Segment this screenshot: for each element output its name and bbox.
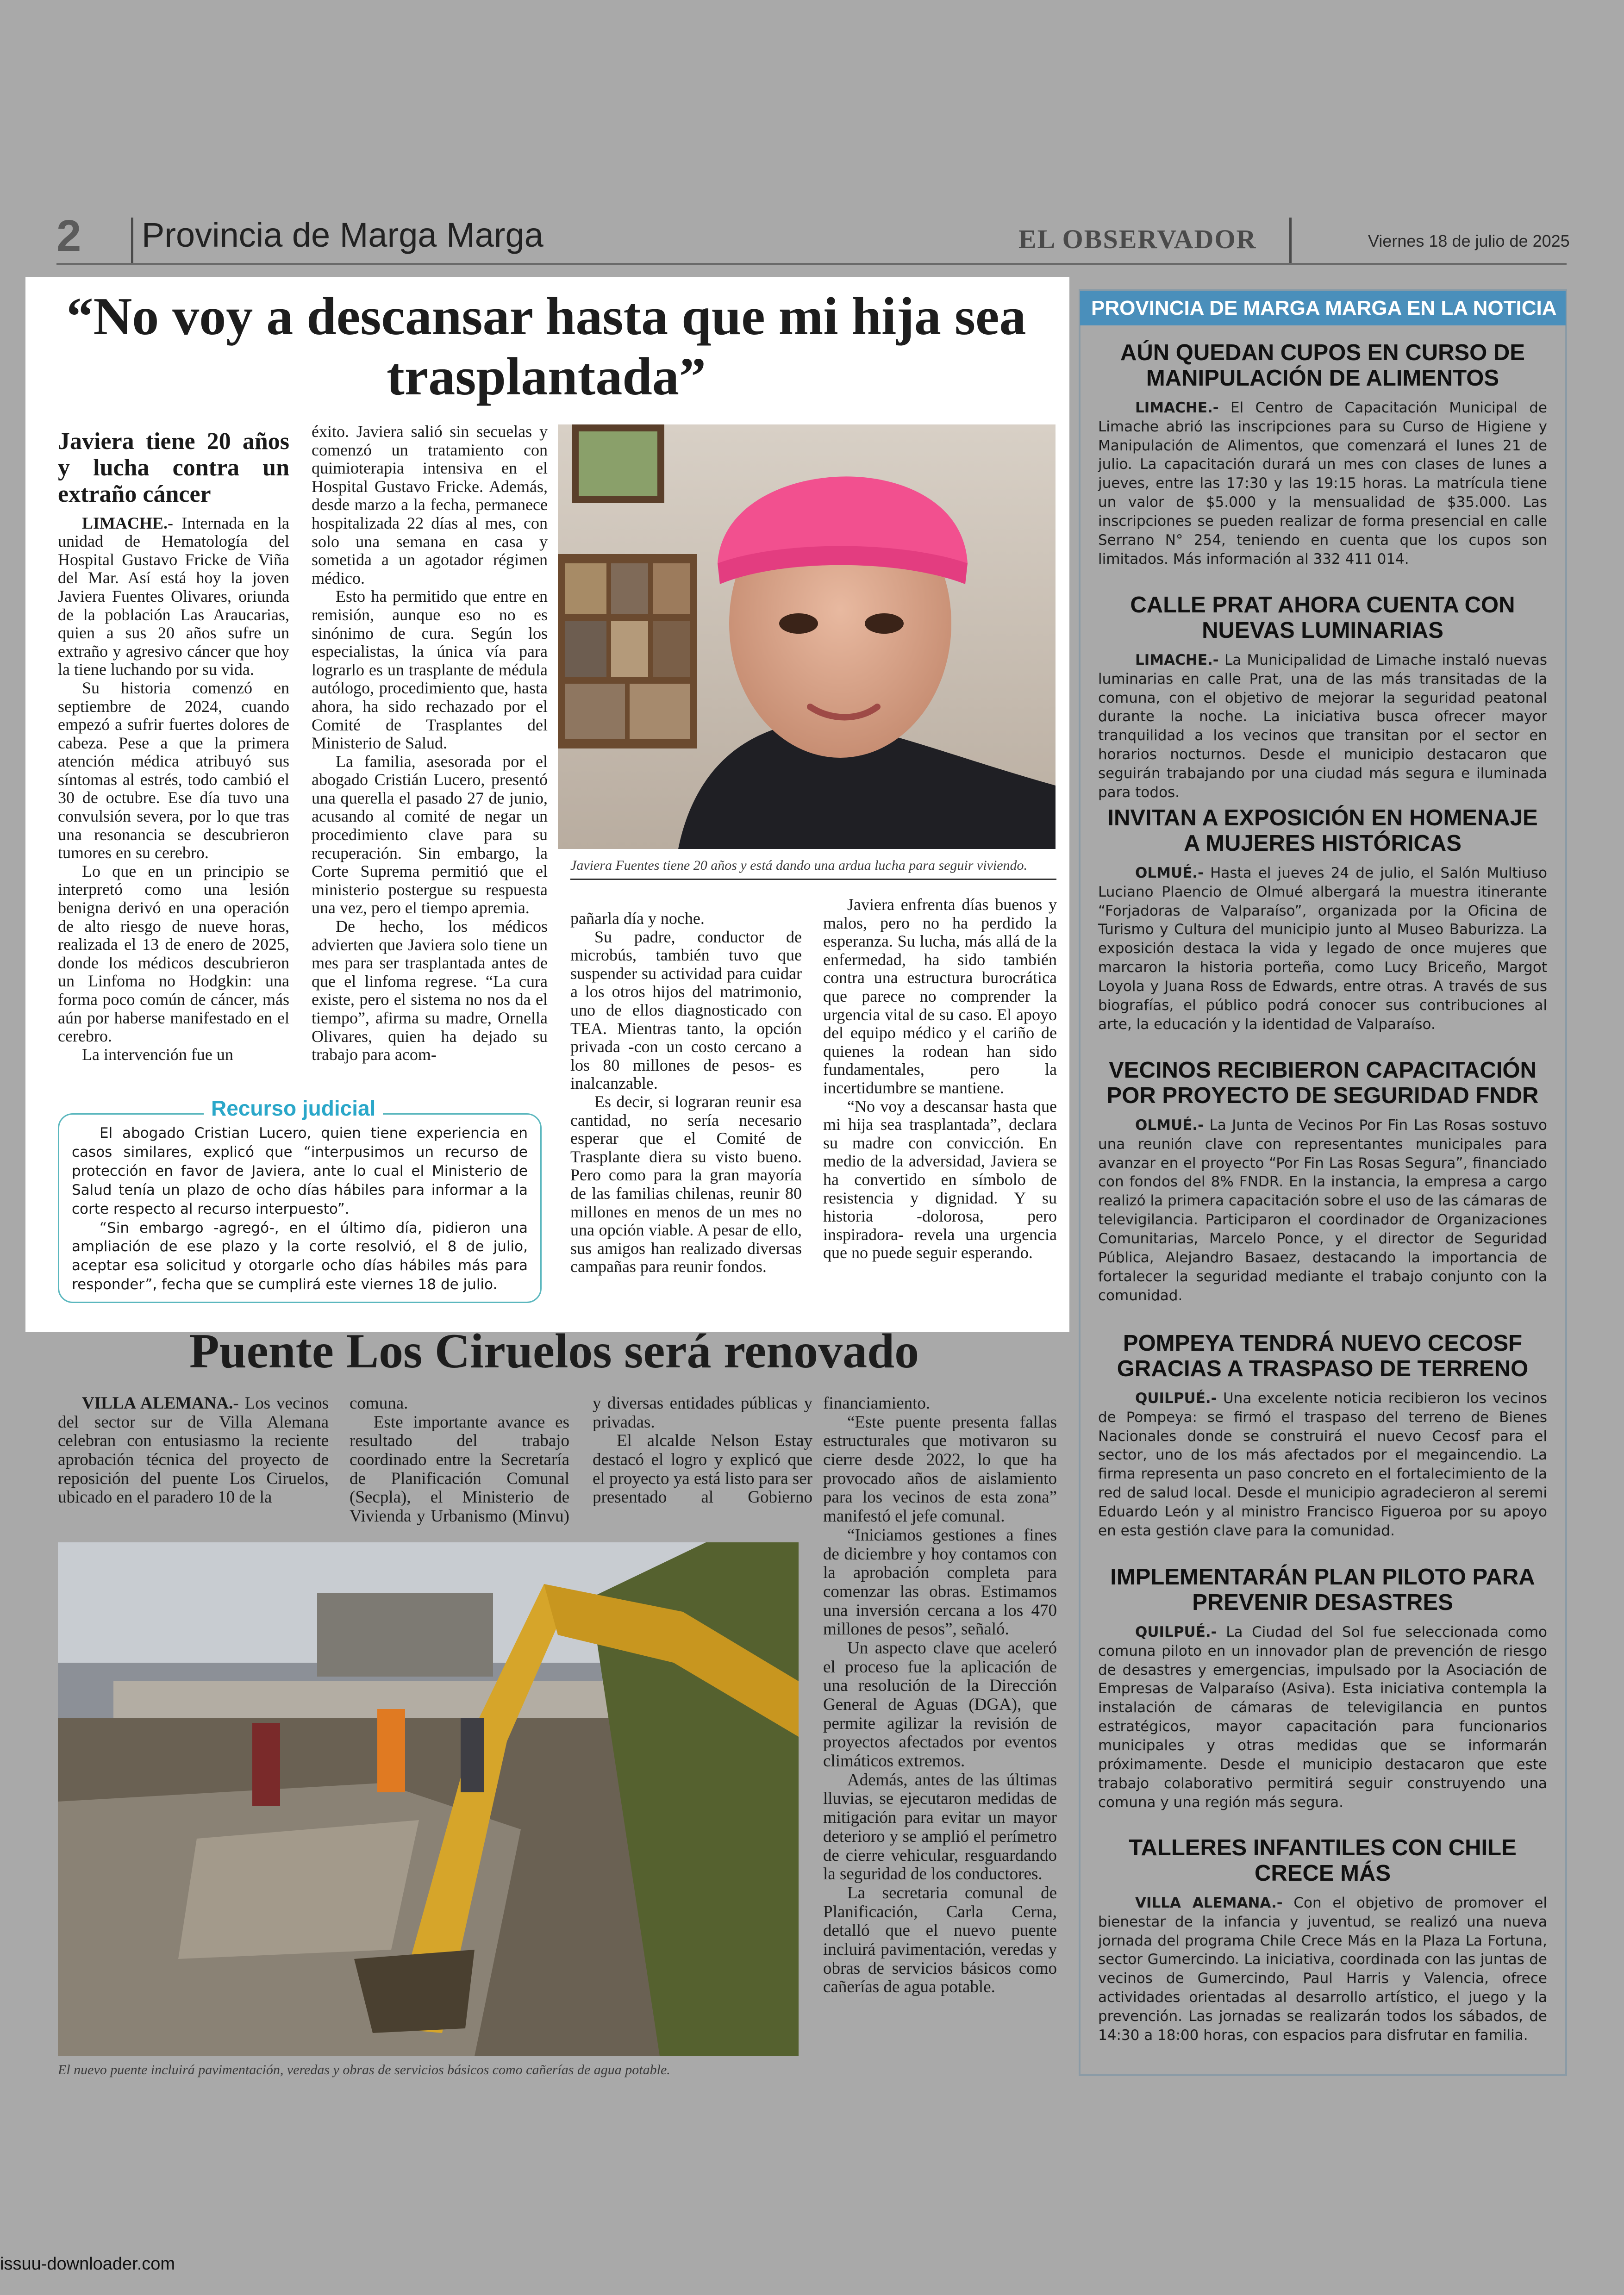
article-column-4 (823, 896, 1057, 1298)
sidebar-title: PROVINCIA DE MARGA MARGA EN LA NOTICIA (1080, 291, 1566, 325)
news-item (1098, 340, 1547, 569)
bridge-column-1 (58, 1394, 329, 1538)
paragraph: “Sin embargo -agregó-, en el último día, pidieron una ampliación de ese plazo y la corte resolvió, el 8 de julio, aceptar esa solicitud y otorgarle ocho días hábiles más para responder”, fecha que se cumplirá este viernes 18 de julio. (72, 1219, 528, 1293)
news-body: OLMUÉ.- Hasta el jueves 24 de julio, el Salón Multiuso Luciano Plaencio de Olmué albergará la muestra itinerante “Forjadoras de Valparaíso”, organizada por la Oficina de Turismo y Cultura del municipio junto al Museo Baburizza. La exposición destaca la vida y legado de once mujeres que marcaron la historia porteña, como Lucy Briceño, Margot Loyola y Juana Ross de Edwards, entre otras. A través de sus biografías, el público podrá conocer sus contribuciones al arte, la educación y la identidad de Valparaíso. (1098, 864, 1547, 1033)
paragraph: Además, antes de las últimas lluvias, se ejecutaron medidas de mitigación para evitar un mayor deterioro y se amplió el perímetro de cierre vehicular, resguardando la seguridad de los conductores. (823, 1770, 1057, 1884)
footer-credit: issuu-downloader.com (0, 2254, 175, 2274)
paragraph: Javiera enfrenta días buenos y malos, pero no ha perdido la esperanza. Su lucha, más allá de la enfermedad, ha sido también contra una estructura burocrática que parece no comprender la urgencia vital de su caso. El apoyo del equipo médico y el cariño de quienes la rodean han sido fundamentales, pero la incertidumbre se mantiene. (823, 896, 1057, 1097)
portrait-photo (558, 424, 1056, 849)
news-item (1098, 1565, 1547, 1812)
paragraph: “Este puente presenta fallas estructurales que motivaron su cierre desde 2022, lo que ha provocado años de aislamiento para los vecinos de esta zona” manifestó el jefe comunal. (823, 1412, 1057, 1526)
news-headline: TALLERES INFANTILES CON CHILE CRECE MÁS (1129, 1835, 1517, 1886)
paragraph: “No voy a descansar hasta que mi hija sea trasplantada”, declara su madre con convicción. En medio de la adversidad, Javiera se ha convertido en símbolo de resistencia y dignidad. Y su historia -dolorosa, pero inspiradora- revela una urgencia que no puede seguir esperando. (823, 1097, 1057, 1262)
photo-caption: El nuevo puente incluirá pavimentación, veredas y obras de servicios básicos como cañerías de agua potable. (58, 2062, 670, 2077)
legal-box-title: Recurso judicial (204, 1096, 383, 1121)
news-headline: IMPLEMENTARÁN PLAN PILOTO PARA PREVENIR DESASTRES (1110, 1565, 1535, 1615)
news-headline: AÚN QUEDAN CUPOS EN CURSO DE MANIPULACIÓN DE ALIMENTOS (1120, 340, 1525, 391)
article-subhead: Javiera tiene 20 años y lucha contra un extraño cáncer (58, 428, 289, 508)
paragraph: El alcalde Nelson Estay destacó el logro y explicó que el proyecto ya está listo para ser presentado al Gobierno (593, 1431, 812, 1507)
news-item (1098, 1331, 1547, 1540)
paragraph: La familia, asesorada por el abogado Cristián Lucero, presentó una querella el pasado 27 de junio, acusando al comité de negar un procedimiento clave para su recuperación. Sin embargo, la Corte Suprema permitió que el ministerio postergue su respuesta una vez, pero el tiempo apremia. (312, 752, 548, 917)
article-column-1 (58, 428, 289, 1090)
news-body: OLMUÉ.- La Junta de Vecinos Por Fin Las Rosas sostuvo una reunión clave con representantes municipales para avanzar en el proyecto “Por Fin Las Rosas Segura”, financiado con fondos del 8% FNDR. En la instancia, la empresa a cargo realizó la primera capacitación sobre el uso de las cámaras de televigilancia. Participaron el coordinador de Organizaciones Comunitarias, Marcelo Ponce, y el director de Seguridad Pública, Alejandro Basaez, destacando la importancia de fortalecer la seguridad mediante el trabajo conjunto con la comunidad. (1098, 1116, 1547, 1304)
portrait-illustration (558, 424, 1056, 849)
news-body: LIMACHE.- La Municipalidad de Limache instaló nuevas luminarias en calle Prat, una de las más transitadas de la comuna, con el objetivo de mejorar la seguridad peatonal durante la noche. La iniciativa busca ofrecer mayor tranquilidad a los vecinos que transitan por el sector en horarios nocturnos. Desde el municipio destacaron que seguirán trabajando por una ciudad más segura e iluminada para todos. (1098, 651, 1547, 801)
news-body: QUILPUÉ.- La Ciudad del Sol fue seleccionada como comuna piloto en un innovador plan de prevención de riesgo de desastres y emergencias, impulsado por la Asociación de Empresas de Valparaíso (Asiva). Esta iniciativa contempla la instalación de cámaras de televigilancia en puntos estratégicos, mayor capacitación para funcionarios municipales y otras medidas que se informarán próximamente. Desde el municipio destacaron que este trabajo colaborativo permitirá seguir construyendo una comuna y una región más segura. (1098, 1623, 1547, 1811)
bridge-construction-photo (58, 1542, 799, 2056)
news-body: LIMACHE.- El Centro de Capacitación Municipal de Limache abrió las inscripciones para su Curso de Higiene y Manipulación de Alimentos, que comenzará el lunes 21 de julio. La capacitación durará un mes con clases de lunes a jueves, entre las 17:30 y las 19:15 horas. La matrícula tiene un valor de $5.000 y la mensualidad de $35.000. Las inscripciones se pueden realizar de forma presencial en calle Serrano N° 254, teniendo en cuenta que los cupos son limitados. Más información al 332 411 014. (1098, 399, 1547, 568)
news-item (1098, 1058, 1547, 1305)
header-rule (56, 263, 1567, 265)
news-body: QUILPUÉ.- Una excelente noticia recibieron los vecinos de Pompeya: se firmó el traspaso del terreno de Bienes Nacionales donde se construirá el nuevo Cecosf para el sector, uno de los más afectados por el megaincendio. La firma representa un paso concreto en el fortalecimiento de la red de salud local. Desde el municipio agradecieron al seremi Eduardo León y al ministro Francisco Figueroa por su apoyo en esta gestión clave para la comunidad. (1098, 1390, 1547, 1540)
second-headline: Puente Los Ciruelos será renovado (189, 1324, 919, 1378)
news-headline: VECINOS RECIBIERON CAPACITACIÓN POR PROYECTO DE SEGURIDAD FNDR (1106, 1058, 1539, 1108)
news-headline: CALLE PRAT AHORA CUENTA CON NUEVAS LUMINARIAS (1130, 592, 1515, 643)
bridge-column-4 (823, 1394, 1057, 2079)
section-title: Provincia de Marga Marga (142, 216, 543, 254)
paragraph: comuna. (350, 1394, 408, 1413)
page-number: 2 (56, 211, 81, 261)
news-body: VILLA ALEMANA.- Con el objetivo de promover el bienestar de la infancia y juventud, se realizó una nueva jornada del programa Chile Crece Más en la Plaza La Fortuna, sector Gumercindo. La iniciativa, coordinada con las juntas de vecinos de Gumercindo, Paul Harris y Valencia, ofrece actividades orientadas al desarrollo artístico, el juego y la prevención. Las jornadas se realizarán todos los sábados, de 14:30 a 18:00 horas, con espacios para disfrutar en familia. (1098, 1894, 1547, 2044)
main-headline: “No voy a descansar hasta que mi hija sea trasplantada” (66, 287, 1026, 406)
news-item (1098, 1835, 1547, 2045)
paragraph: pañarla día y noche. (570, 910, 705, 928)
paragraph: financiamiento. (823, 1394, 931, 1413)
paragraph: LIMACHE.- Internada en la unidad de Hematología del Hospital Gustavo Fricke de Viña del Mar. Así está hoy la joven Javiera Fuentes Olivares, oriunda de la población Las Araucarias, quien a sus 20 años sufre un extraño y agresivo cáncer que hoy la tiene luchando por su vida. (58, 513, 289, 679)
header-divider (131, 218, 133, 264)
paragraph: La intervención fue un (82, 1045, 233, 1064)
photo-caption: Javiera Fuentes tiene 20 años y está dando una ardua lucha para seguir viviendo. (570, 858, 1028, 873)
bridge-columns-2-3 (350, 1394, 812, 1538)
news-item (1098, 592, 1547, 802)
paragraph: Un aspecto clave que aceleró el proceso fue la aplicación de una resolución de la Dirección General de Aguas (DGA), que permite agilizar la revisión de proyectos afectados por eventos climáticos extremos. (823, 1638, 1057, 1771)
paragraph: Esto ha permitido que entre en remisión, aunque eso no es sinónimo de cura. Según los especialistas, la única vía para lograrlo es un trasplante de médula autólogo, procedimiento que, hasta ahora, ha sido rechazado por el Comité de Trasplantes del Ministerio de Salud. (312, 587, 548, 753)
excavator-illustration (58, 1542, 799, 2056)
news-item (1098, 805, 1547, 1034)
paragraph: Es decir, si lograran reunir esa cantidad, no sería necesario esperar que el Comité de Trasplante diera su visto bueno. Pero como para la gran mayoría de las familias chilenas, reunir 80 millones en menos de un mes no una opción viable. A pesar de ello, sus amigos han realizado diversas campañas para reunir fondos. (570, 1092, 802, 1276)
news-headline: POMPEYA TENDRÁ NUEVO CECOSF GRACIAS A TRASPASO DE TERRENO (1117, 1331, 1529, 1381)
paragraph: Su padre, conductor de microbús, también tuvo que suspender su actividad para cuidar a los otros hijos del matrimonio, uno de ellos diagnosticado con TEA. Mientras tanto, la opción privada -con un costo cercano a los 80 millones de pesos- es inalcanzable. (570, 927, 802, 1093)
issue-date: Viernes 18 de julio de 2025 (1368, 231, 1570, 250)
paragraph: “Iniciamos gestiones a fines de diciembre y hoy contamos con la aprobación completa para comenzar las obras. Estimamos una inversión cercana a los 470 millones de pesos”, señaló. (823, 1525, 1057, 1639)
legal-box-text (72, 1124, 528, 1294)
paragraph: Lo que en un principio se interpretó como una lesión benigna derivó en una operación de alto riesgo de nueve horas, realizada el 13 de enero de 2025, donde los médicos descubrieron un Linfoma no Hodgkin: una forma poco común de cáncer, más aún por haberse manifestado en el cerebro. (58, 861, 289, 1046)
newspaper-name: EL OBSERVADOR (1018, 224, 1257, 254)
article-column-3 (570, 910, 802, 1298)
header-divider (1289, 218, 1292, 264)
paragraph: VILLA ALEMANA.- Los vecinos del sector sur de Villa Alemana celebran con entusiasmo la reciente aprobación técnica del proyecto de reposición del puente Los Ciruelos, ubicado en el paradero 10 de la (58, 1394, 329, 1507)
paragraph: De hecho, los médicos advierten que Javiera solo tiene un mes para ser trasplantada antes de que el linfoma regrese. “La cura existe, pero el sistema no nos da el tiempo”, afirma su madre, Ornella Olivares, quien ha dejado su trabajo para acom- (312, 917, 548, 1064)
paragraph: La secretaria comunal de Planificación, Carla Cerna, detalló que el nuevo puente incluirá pavimentación, veredas y obras de servicios básicos como cañerías de agua potable. (823, 1883, 1057, 1997)
news-headline: INVITAN A EXPOSICIÓN EN HOMENAJE A MUJERES HISTÓRICAS (1107, 805, 1538, 856)
caption-rule (570, 879, 1056, 880)
paragraph: Este importante avance es resultado del trabajo coordinado entre la Secretaría de Planificación Comunal (Secpla), el Ministerio de Vivienda y Urbanismo (Minvu) y diversas entidades públicas y privadas. (350, 1394, 812, 1526)
paragraph: éxito. Javiera salió sin secuelas y comenzó un tratamiento con quimioterapia intensiva en el Hospital Gustavo Fricke. Además, desde marzo a la fecha, permanece hospitalizada 22 días al mes, con solo una semana en casa y sometida a un agotador régimen médico. (312, 423, 548, 587)
paragraph: El abogado Cristian Lucero, quien tiene experiencia en casos similares, explicó que “interpusimos un recurso de protección en favor de Javiera, ante lo cual el Ministerio de Salud tenía un plazo de ocho días hábiles para informar a la corte respecto al recurso interpuesto”. (72, 1125, 528, 1217)
paragraph: Su historia comenzó en septiembre de 2024, cuando empezó a sufrir fuertes dolores de cabeza. Pese a que la primera atención médica atribuyó sus síntomas al estrés, todo cambió el 30 de octubre. Ese día tuvo una convulsión severa, por lo que tras una resonancia se descubrieron tumores en su cerebro. (58, 678, 289, 862)
article-column-2 (312, 423, 548, 1089)
